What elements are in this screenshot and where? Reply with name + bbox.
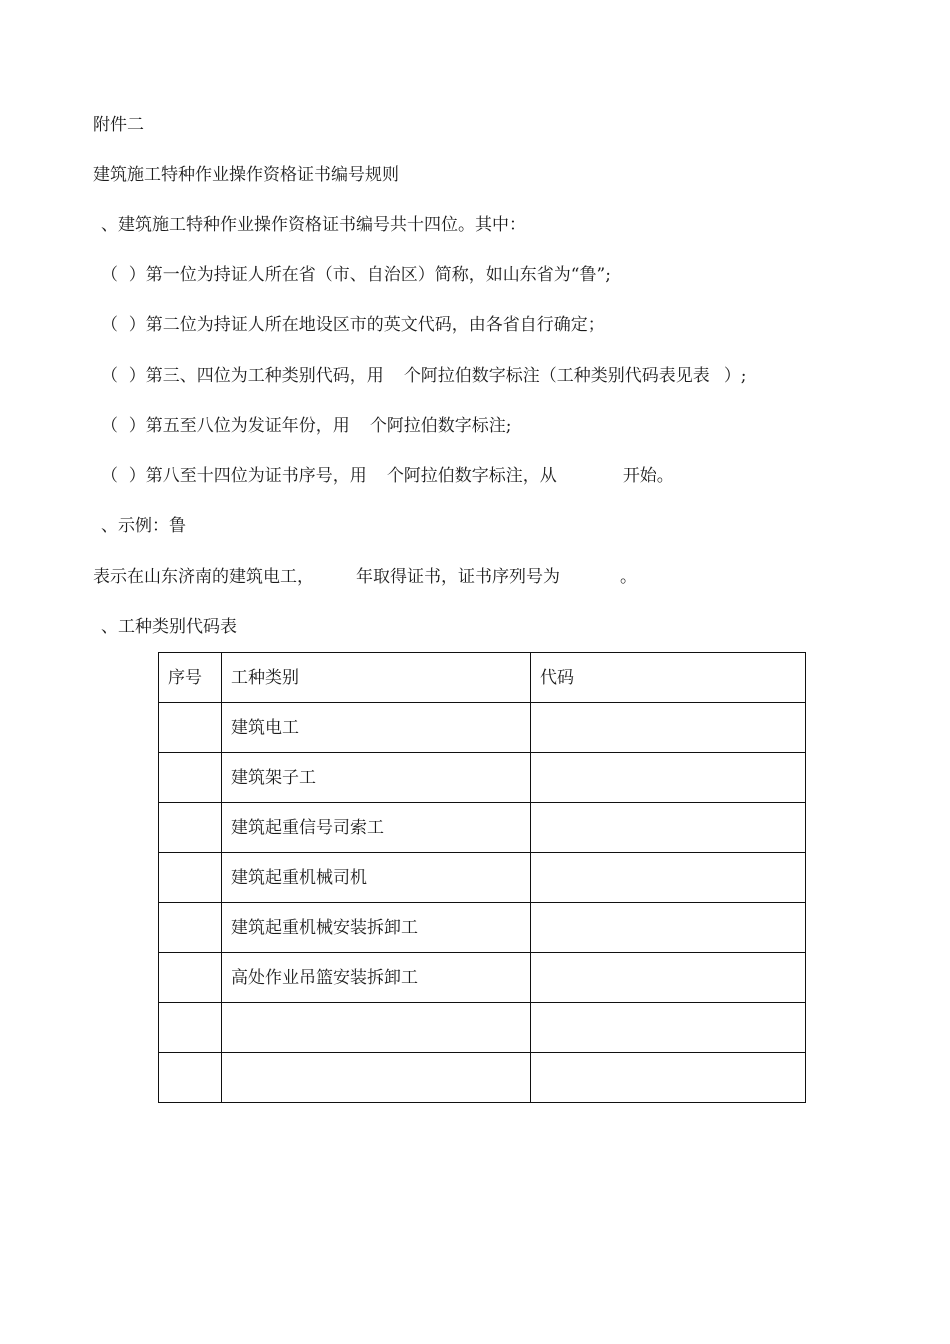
rule-item-3 xyxy=(101,365,747,387)
row-trade-category: 建筑电工 xyxy=(222,703,531,753)
row-serial xyxy=(159,703,222,753)
example-description xyxy=(93,566,637,588)
row-code xyxy=(531,703,806,753)
header-trade-category: 工种类别 xyxy=(222,653,531,703)
row-trade-category: 建筑架子工 xyxy=(222,753,531,803)
table-row xyxy=(159,853,806,903)
row-serial xyxy=(159,853,222,903)
row-serial xyxy=(159,1053,222,1103)
rule-item-3-part-b: 个阿拉伯数字标注（工种类别代码表见表 xyxy=(403,366,710,386)
rule-item-1: （ ）第一位为持证人所在省（市、自治区）简称，如山东省为“鲁”; xyxy=(101,265,611,285)
example-heading: 、示例：鲁 xyxy=(101,516,186,536)
row-code xyxy=(531,753,806,803)
row-code xyxy=(531,1053,806,1103)
rule-item-4-part-b: 个阿拉伯数字标注; xyxy=(369,416,512,436)
row-serial xyxy=(159,753,222,803)
table-row xyxy=(159,903,806,953)
rule-item-4 xyxy=(101,415,512,437)
row-trade-category xyxy=(222,1053,531,1103)
example-description-part-a: 表示在山东济南的建筑电工， xyxy=(93,567,314,587)
row-trade-category: 建筑起重机械司机 xyxy=(222,853,531,903)
example-description-part-c: 。 xyxy=(620,567,637,587)
table-row xyxy=(159,1003,806,1053)
table-row xyxy=(159,1053,806,1103)
row-trade-category xyxy=(222,1003,531,1053)
row-trade-category: 建筑起重信号司索工 xyxy=(222,803,531,853)
row-serial xyxy=(159,803,222,853)
row-code xyxy=(531,903,806,953)
rule-intro: 、建筑施工特种作业操作资格证书编号共十四位。其中： xyxy=(101,215,526,235)
attachment-label: 附件二 xyxy=(93,115,144,135)
rule-item-4-part-a: （ ）第五至八位为发证年份，用 xyxy=(101,416,350,436)
header-code: 代码 xyxy=(531,653,806,703)
header-serial: 序号 xyxy=(159,653,222,703)
row-serial xyxy=(159,903,222,953)
row-code xyxy=(531,853,806,903)
row-code xyxy=(531,803,806,853)
rule-item-3-part-a: （ ）第三、四位为工种类别代码，用 xyxy=(101,366,384,386)
document-title: 建筑施工特种作业操作资格证书编号规则 xyxy=(93,165,399,185)
row-code xyxy=(531,953,806,1003)
table-row xyxy=(159,753,806,803)
table-row xyxy=(159,953,806,1003)
example-description-part-b: 年取得证书，证书序列号为 xyxy=(356,567,560,587)
rule-item-2: （ ）第二位为持证人所在地设区市的英文代码，由各省自行确定； xyxy=(101,315,605,335)
rule-item-5 xyxy=(101,465,674,487)
rule-item-3-part-c: ）; xyxy=(723,366,747,386)
row-trade-category: 建筑起重机械安装拆卸工 xyxy=(222,903,531,953)
code-table-heading: 、工种类别代码表 xyxy=(101,617,237,637)
row-code xyxy=(531,1003,806,1053)
trade-code-table xyxy=(158,652,806,1103)
row-serial xyxy=(159,953,222,1003)
table-header-row xyxy=(159,653,806,703)
rule-item-5-part-a: （ ）第八至十四位为证书序号，用 xyxy=(101,466,367,486)
row-serial xyxy=(159,1003,222,1053)
rule-item-5-part-c: 开始。 xyxy=(622,466,674,486)
table-row xyxy=(159,803,806,853)
rule-item-5-part-b: 个阿拉伯数字标注，从 xyxy=(386,466,557,486)
table-row xyxy=(159,703,806,753)
row-trade-category: 高处作业吊篮安装拆卸工 xyxy=(222,953,531,1003)
